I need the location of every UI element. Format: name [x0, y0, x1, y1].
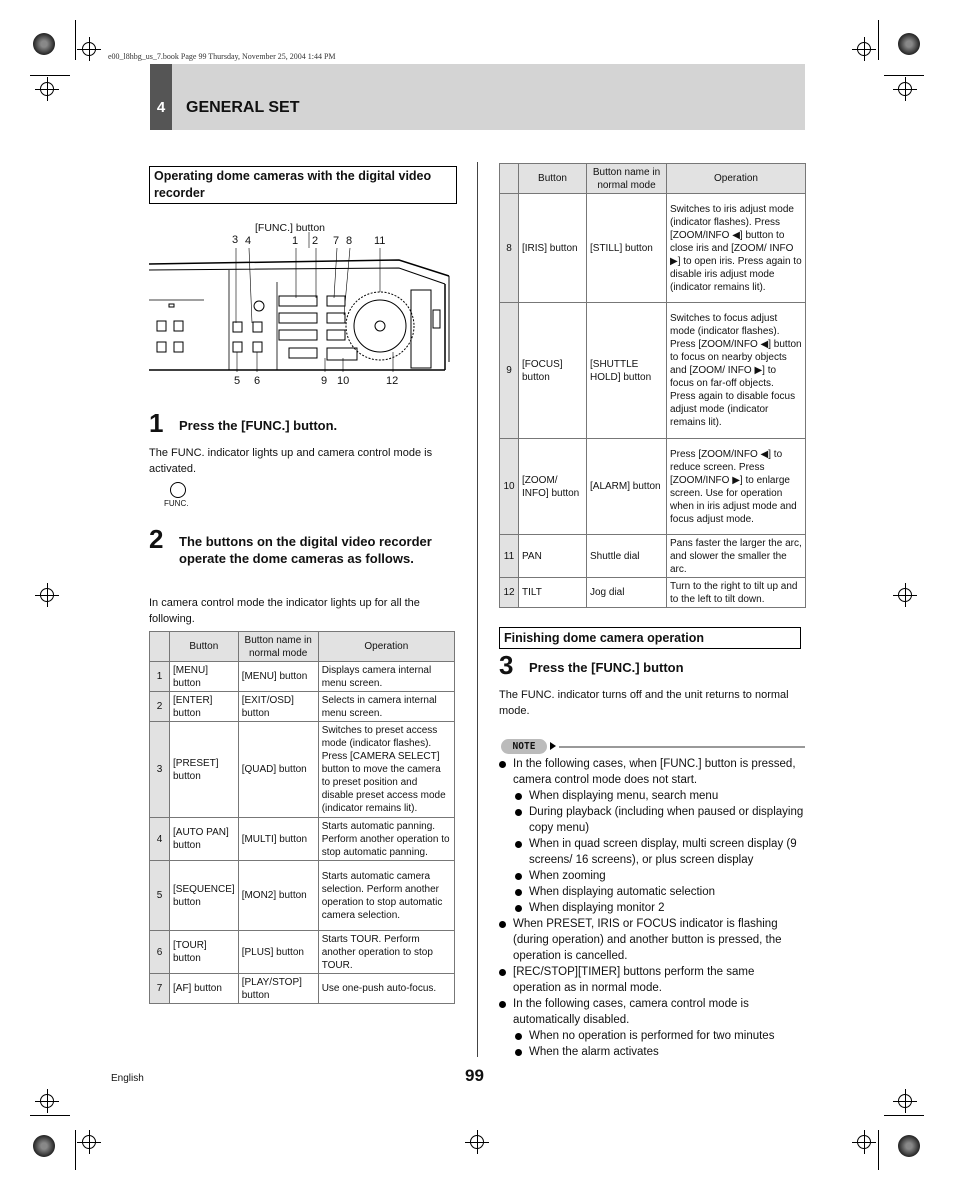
callout-number: 4 — [245, 235, 252, 247]
note-item — [499, 916, 805, 964]
registration-mark — [857, 42, 871, 56]
button-cell: TILT — [519, 578, 587, 608]
table-row — [150, 931, 455, 974]
row-number: 5 — [150, 861, 170, 931]
step-title: Press the [FUNC.] button — [529, 660, 684, 675]
note-text: When displaying menu, search menu — [529, 790, 719, 802]
normal-mode-cell: [ALARM] button — [587, 439, 667, 535]
note-text: When displaying monitor 2 — [529, 902, 665, 914]
note-sub-item — [515, 804, 805, 836]
bullet-icon — [515, 905, 522, 912]
table-header-row — [150, 632, 455, 662]
note-sub-item — [515, 868, 805, 884]
button-cell: [IRIS] button — [519, 194, 587, 303]
dvr-panel-drawing — [149, 220, 459, 390]
note-header — [499, 739, 805, 755]
operation-cell: Starts automatic panning. Perform another operation to stop automatic panning. — [318, 818, 454, 861]
normal-mode-cell: [MENU] button — [238, 662, 318, 692]
note-item — [499, 756, 805, 788]
button-cell: [FOCUS] button — [519, 303, 587, 439]
crop-mark — [878, 20, 879, 60]
bullet-icon — [515, 873, 522, 880]
table-row — [150, 692, 455, 722]
callout-number: 10 — [337, 375, 350, 387]
section-heading-finishing: Finishing dome camera operation — [499, 627, 801, 649]
step-body: The FUNC. indicator lights up and camera control mode is activated. — [149, 447, 433, 475]
footer-language: English — [111, 1073, 144, 1084]
chapter-title: GENERAL SET — [186, 99, 300, 116]
normal-mode-cell: [EXIT/OSD] button — [238, 692, 318, 722]
button-cell: PAN — [519, 535, 587, 578]
func-button-icon — [170, 482, 186, 498]
bullet-icon — [499, 761, 506, 768]
bullet-icon — [515, 889, 522, 896]
bullet-icon — [515, 793, 522, 800]
table-row — [150, 861, 455, 931]
table-header-cell: Button — [519, 164, 587, 194]
step-title: Press the [FUNC.] button. — [179, 418, 338, 433]
column-divider — [477, 162, 478, 1057]
button-cell: [PRESET] button — [170, 722, 239, 818]
callout-number: 3 — [232, 234, 239, 246]
bullet-icon — [499, 969, 506, 976]
table-row — [150, 662, 455, 692]
operation-cell: Displays camera internal menu screen. — [318, 662, 454, 692]
table-row — [150, 818, 455, 861]
note-rule — [559, 746, 805, 748]
table-row — [150, 974, 455, 1004]
registration-mark — [898, 1094, 912, 1108]
row-number: 4 — [150, 818, 170, 861]
registration-disc — [33, 1135, 55, 1157]
operation-cell: Use one-push auto-focus. — [318, 974, 454, 1004]
normal-mode-cell: [QUAD] button — [238, 722, 318, 818]
table-row — [500, 439, 806, 535]
normal-mode-cell: Jog dial — [587, 578, 667, 608]
func-button-callout: [FUNC.] button — [255, 222, 326, 234]
registration-mark — [40, 1094, 54, 1108]
note-list — [499, 756, 805, 1060]
registration-mark — [898, 82, 912, 96]
normal-mode-cell: [SHUTTLE HOLD] button — [587, 303, 667, 439]
callout-number: 7 — [333, 235, 340, 247]
row-number: 7 — [150, 974, 170, 1004]
table-header-cell: Operation — [667, 164, 806, 194]
note-text: When the alarm activates — [529, 1046, 659, 1058]
callout-number: 9 — [321, 375, 328, 387]
operation-cell: Press [ZOOM/INFO ◀] to reduce screen. Press [ZOOM/INFO ▶] to enlarge screen. Use for operation when in iris adjust mode and focus adjust mode. — [667, 439, 806, 535]
chapter-number: 4 — [150, 64, 172, 130]
table-row — [150, 722, 455, 818]
table-header-cell: Button name in normal mode — [587, 164, 667, 194]
note-text: When in quad screen display, multi screen display (9 screens/ 16 screens), or plus screen display — [529, 838, 797, 866]
normal-mode-cell: Shuttle dial — [587, 535, 667, 578]
step-body: The FUNC. indicator turns off and the unit returns to normal mode. — [499, 689, 789, 717]
table-row — [500, 578, 806, 608]
book-info-line: e00_l8hbg_us_7.book Page 99 Thursday, November 25, 2004 1:44 PM — [108, 52, 336, 61]
note-sub-item — [515, 836, 805, 868]
note-sub-item — [515, 788, 805, 804]
button-cell: [ZOOM/ INFO] button — [519, 439, 587, 535]
table-header-cell — [150, 632, 170, 662]
note-sub-item — [515, 900, 805, 916]
callout-number: 11 — [374, 235, 386, 247]
note-text: In the following cases, when [FUNC.] button is pressed, camera control mode does not start. — [513, 758, 796, 786]
registration-mark — [82, 1135, 96, 1149]
crop-mark — [884, 1115, 924, 1116]
callout-number: 6 — [254, 375, 261, 387]
registration-disc — [898, 33, 920, 55]
crop-mark — [75, 20, 76, 60]
note-item — [499, 964, 805, 996]
bullet-icon — [515, 1033, 522, 1040]
button-cell: [ENTER] button — [170, 692, 239, 722]
registration-mark — [857, 1135, 871, 1149]
page-number: 99 — [465, 1066, 484, 1085]
note-sub-item — [515, 884, 805, 900]
note-label: NOTE — [501, 739, 547, 754]
crop-mark — [75, 1130, 76, 1170]
row-number: 9 — [500, 303, 519, 439]
note-text: When zooming — [529, 870, 606, 882]
callout-number: 12 — [386, 375, 399, 387]
crop-mark — [884, 75, 924, 76]
bullet-icon — [499, 921, 506, 928]
dvr-front-panel-figure — [149, 220, 459, 390]
step-body: In camera control mode the indicator lights up for all the following. — [149, 597, 420, 625]
callout-number: 1 — [292, 235, 299, 247]
callout-number: 2 — [312, 235, 319, 247]
normal-mode-cell: [MON2] button — [238, 861, 318, 931]
button-cell: [SEQUENCE] button — [170, 861, 239, 931]
registration-mark — [40, 588, 54, 602]
note-text: When PRESET, IRIS or FOCUS indicator is flashing (during operation) and another button is pressed, the operation is cancelled. — [513, 918, 782, 962]
note-item — [499, 996, 805, 1028]
crop-mark — [30, 75, 70, 76]
operation-cell: Pans faster the larger the arc, and slower the smaller the arc. — [667, 535, 806, 578]
operation-cell: Starts TOUR. Perform another operation to stop TOUR. — [318, 931, 454, 974]
operation-cell: Starts automatic camera selection. Perform another operation to stop automatic camera selection. — [318, 861, 454, 931]
button-table-left — [149, 631, 455, 1004]
callout-number: 8 — [346, 235, 353, 247]
note-text: In the following cases, camera control mode is automatically disabled. — [513, 998, 749, 1026]
normal-mode-cell: [PLAY/STOP] button — [238, 974, 318, 1004]
crop-mark — [878, 1130, 879, 1170]
note-text: When no operation is performed for two minutes — [529, 1030, 775, 1042]
registration-disc — [33, 33, 55, 55]
step-number: 2 — [149, 524, 164, 554]
button-table-right — [499, 163, 806, 608]
table-header-cell: Operation — [318, 632, 454, 662]
normal-mode-cell: [STILL] button — [587, 194, 667, 303]
table-header-cell — [500, 164, 519, 194]
note-sub-item — [515, 1044, 805, 1060]
row-number: 10 — [500, 439, 519, 535]
registration-mark — [898, 588, 912, 602]
button-cell: [AF] button — [170, 974, 239, 1004]
note-text: [REC/STOP][TIMER] buttons perform the same operation as in normal mode. — [513, 966, 755, 994]
row-number: 3 — [150, 722, 170, 818]
step-title: The buttons on the digital video recorder operate the dome cameras as follows. — [179, 534, 432, 566]
table-header-cell: Button name in normal mode — [238, 632, 318, 662]
registration-disc — [898, 1135, 920, 1157]
bullet-icon — [515, 841, 522, 848]
registration-mark — [40, 82, 54, 96]
row-number: 11 — [500, 535, 519, 578]
note-text: During playback (including when paused or displaying copy menu) — [529, 806, 804, 834]
operation-cell: Switches to preset access mode (indicator flashes). Press [CAMERA SELECT] button to move the camera to preset position and disable preset access mode (indicator remains lit). — [318, 722, 454, 818]
crop-mark — [30, 1115, 70, 1116]
button-cell: [MENU] button — [170, 662, 239, 692]
normal-mode-cell: [PLUS] button — [238, 931, 318, 974]
row-number: 8 — [500, 194, 519, 303]
button-cell: [TOUR] button — [170, 931, 239, 974]
bullet-icon — [515, 1049, 522, 1056]
registration-mark — [82, 42, 96, 56]
note-arrow-icon — [550, 742, 556, 750]
table-row — [500, 303, 806, 439]
table-row — [500, 535, 806, 578]
registration-mark — [470, 1135, 484, 1149]
note-text: When displaying automatic selection — [529, 886, 716, 898]
func-icon-label: FUNC. — [164, 499, 189, 508]
row-number: 2 — [150, 692, 170, 722]
operation-cell: Turn to the right to tilt up and to the left to tilt down. — [667, 578, 806, 608]
note-sub-item — [515, 1028, 805, 1044]
step-number: 3 — [499, 650, 514, 680]
table-row — [500, 194, 806, 303]
bullet-icon — [515, 809, 522, 816]
normal-mode-cell: [MULTI] button — [238, 818, 318, 861]
bullet-icon — [499, 1001, 506, 1008]
button-cell: [AUTO PAN] button — [170, 818, 239, 861]
table-header-cell: Button — [170, 632, 239, 662]
step-number: 1 — [149, 408, 164, 438]
callout-number: 5 — [234, 375, 241, 387]
table-header-row — [500, 164, 806, 194]
row-number: 12 — [500, 578, 519, 608]
chapter-header — [150, 64, 805, 130]
operation-cell: Selects in camera internal menu screen. — [318, 692, 454, 722]
row-number: 1 — [150, 662, 170, 692]
section-heading-operating: Operating dome cameras with the digital video recorder — [149, 166, 457, 204]
operation-cell: Switches to iris adjust mode (indicator flashes). Press [ZOOM/INFO ◀] button to close iris and [ZOOM/ INFO ▶] to open iris. Press again to disable iris adjust mode (indicator remains lit). — [667, 194, 806, 303]
operation-cell: Switches to focus adjust mode (indicator flashes). Press [ZOOM/INFO ◀] button to focus on nearby objects and [ZOOM/ INFO ▶] to focus on far-off objects. Press again to disable focus adjust mode (indicator remains lit). — [667, 303, 806, 439]
row-number: 6 — [150, 931, 170, 974]
